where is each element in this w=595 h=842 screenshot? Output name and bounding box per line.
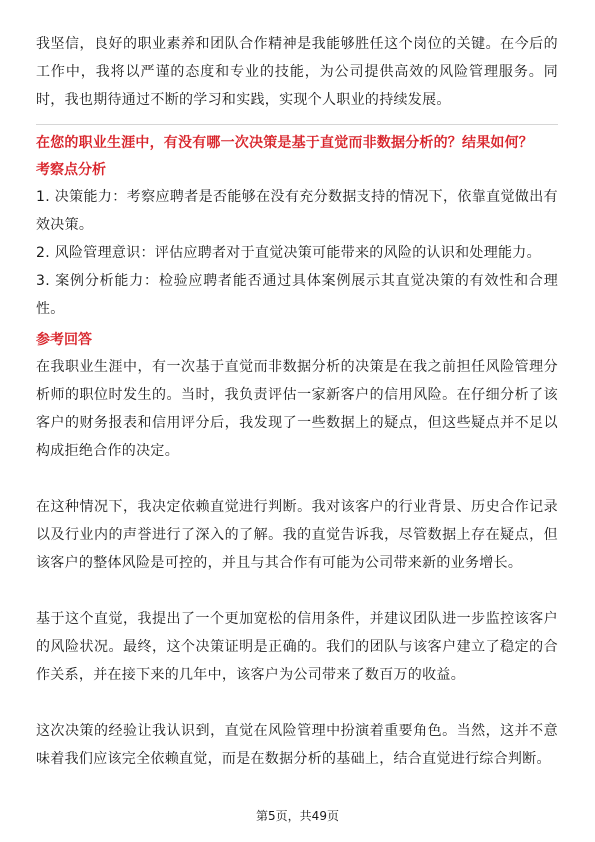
analysis-title: 考察点分析 bbox=[36, 162, 106, 178]
answer-paragraph: 在我职业生涯中，有一次基于直觉而非数据分析的决策是在我之前担任风险管理分析师的职位时发生的。当时，我负责评估一家新客户的信用风险。在仔细分析了该客户的财务报表和信用评分后，我发现了一些数据上的疑点，但这些疑点并不足以构成拒绝合作的决定。 bbox=[36, 359, 558, 459]
analysis-item: 1. 决策能力：考察应聘者是否能够在没有充分数据支持的情况下，依靠直觉做出有效决策。 bbox=[36, 189, 558, 233]
page-content bbox=[36, 30, 558, 773]
answer-title: 参考回答 bbox=[36, 332, 92, 348]
answer-paragraph: 在这种情况下，我决定依赖直觉进行判断。我对该客户的行业背景、历史合作记录以及行业内的声誉进行了深入的了解。我的直觉告诉我，尽管数据上存在疑点，但该客户的整体风险是可控的，并且与其合作有可能为公司带来新的业务增长。 bbox=[36, 499, 558, 571]
analysis-item: 2. 风险管理意识：评估应聘者对于直觉决策可能带来的风险的认识和处理能力。 bbox=[36, 245, 541, 261]
analysis-item: 3. 案例分析能力：检验应聘者能否通过具体案例展示其直觉决策的有效性和合理性。 bbox=[36, 273, 558, 317]
section-divider bbox=[36, 124, 558, 125]
question-heading: 在您的职业生涯中，有没有哪一次决策是基于直觉而非数据分析的？结果如何？ bbox=[36, 135, 533, 151]
answer-paragraph: 这次决策的经验让我认识到，直觉在风险管理中扮演着重要角色。当然，这并不意味着我们应该完全依赖直觉，而是在数据分析的基础上，结合直觉进行综合判断。 bbox=[36, 723, 558, 767]
page-number: 第5页，共49页 bbox=[256, 809, 339, 823]
intro-paragraph: 我坚信，良好的职业素养和团队合作精神是我能够胜任这个岗位的关键。在今后的工作中，我将以严谨的态度和专业的技能，为公司提供高效的风险管理服务。同时，我也期待通过不断的学习和实践，实现个人职业的持续发展。 bbox=[36, 36, 558, 108]
answer-paragraph: 基于这个直觉，我提出了一个更加宽松的信用条件，并建议团队进一步监控该客户的风险状况。最终，这个决策证明是正确的。我们的团队与该客户建立了稳定的合作关系，并在接下来的几年中，该客户为公司带来了数百万的收益。 bbox=[36, 611, 558, 683]
